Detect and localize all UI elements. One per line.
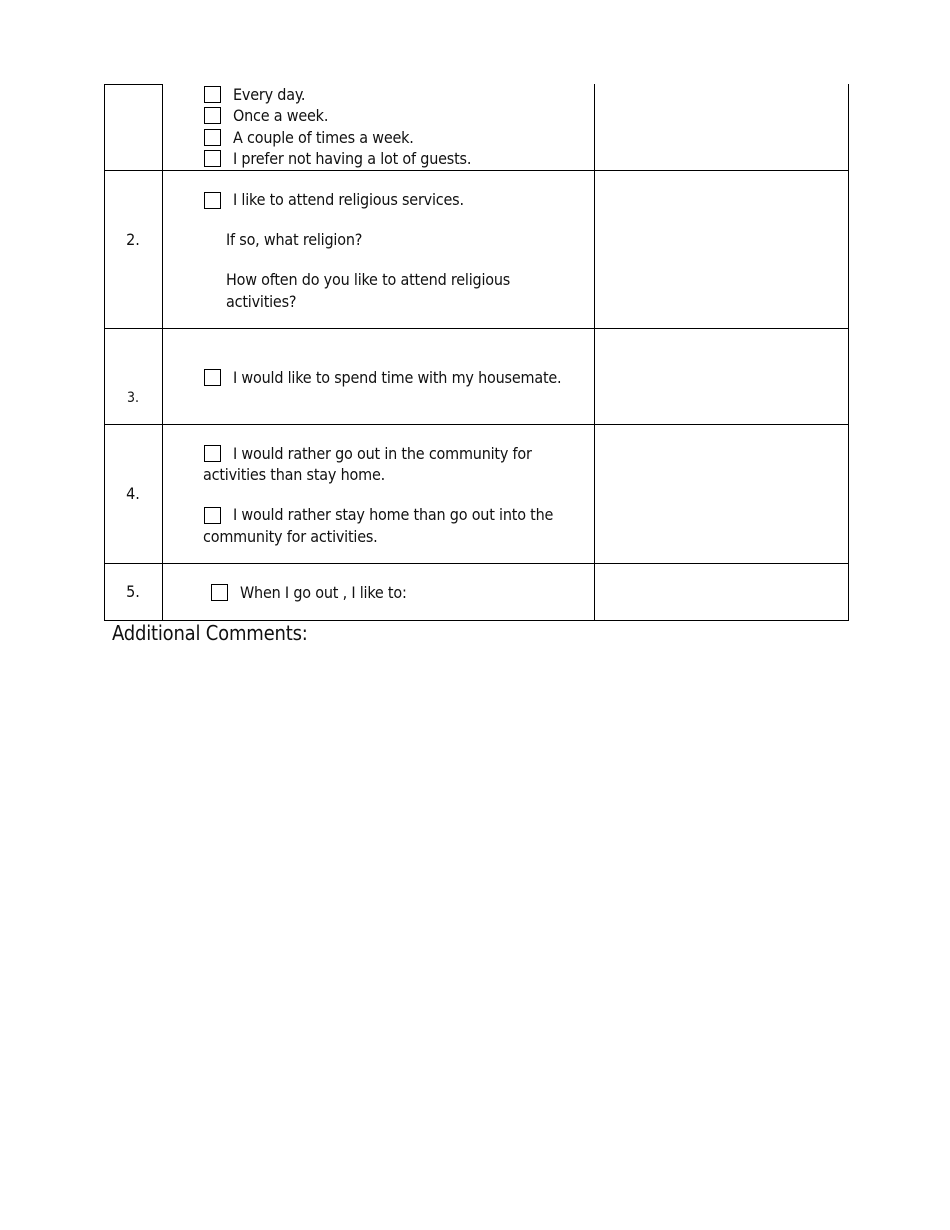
checkbox-couple-times-week[interactable] [204, 129, 221, 146]
option-time-with-housemate: I would like to spend time with my housemate. [233, 368, 562, 387]
row-number: 2. [126, 230, 140, 249]
checkbox-prefer-no-guests[interactable] [204, 150, 221, 167]
table-border-right [848, 84, 849, 621]
additional-comments-heading: Additional Comments: [112, 621, 308, 645]
checkbox-every-day[interactable] [204, 86, 221, 103]
checkbox-stay-home[interactable] [204, 507, 221, 524]
question-attendance-frequency-cont: activities? [226, 292, 297, 311]
checkbox-go-out-community[interactable] [204, 445, 221, 462]
question-attendance-frequency: How often do you like to attend religious [226, 270, 511, 289]
option-religious-services: I like to attend religious services. [233, 190, 464, 209]
checkbox-religious-services[interactable] [204, 192, 221, 209]
option-go-out-community-cont: activities than stay home. [203, 465, 385, 484]
option-stay-home: I would rather stay home than go out into the [233, 505, 554, 524]
question-which-religion: If so, what religion? [226, 230, 363, 249]
option-go-out-community: I would rather go out in the community for [233, 444, 532, 463]
row-number: 4. [126, 484, 140, 503]
option-prefer-no-guests: I prefer not having a lot of guests. [233, 149, 472, 168]
row-number: 5. [126, 582, 140, 601]
option-couple-times-week: A couple of times a week. [233, 128, 414, 147]
option-every-day: Every day. [233, 85, 306, 104]
checkbox-time-with-housemate[interactable] [204, 369, 221, 386]
checkbox-when-i-go-out[interactable] [211, 584, 228, 601]
option-stay-home-cont: community for activities. [203, 527, 378, 546]
table-divider-number [162, 84, 163, 621]
row-divider [104, 424, 849, 425]
option-once-a-week: Once a week. [233, 106, 329, 125]
row-divider [104, 328, 849, 329]
row-divider [104, 563, 849, 564]
table-divider-notes [594, 84, 595, 621]
option-when-i-go-out: When I go out , I like to: [240, 583, 407, 602]
table-border-top-number-cell [104, 84, 163, 85]
table-border-left [104, 84, 105, 621]
checkbox-once-a-week[interactable] [204, 107, 221, 124]
row-divider [104, 170, 849, 171]
row-number: 3. [126, 390, 139, 406]
